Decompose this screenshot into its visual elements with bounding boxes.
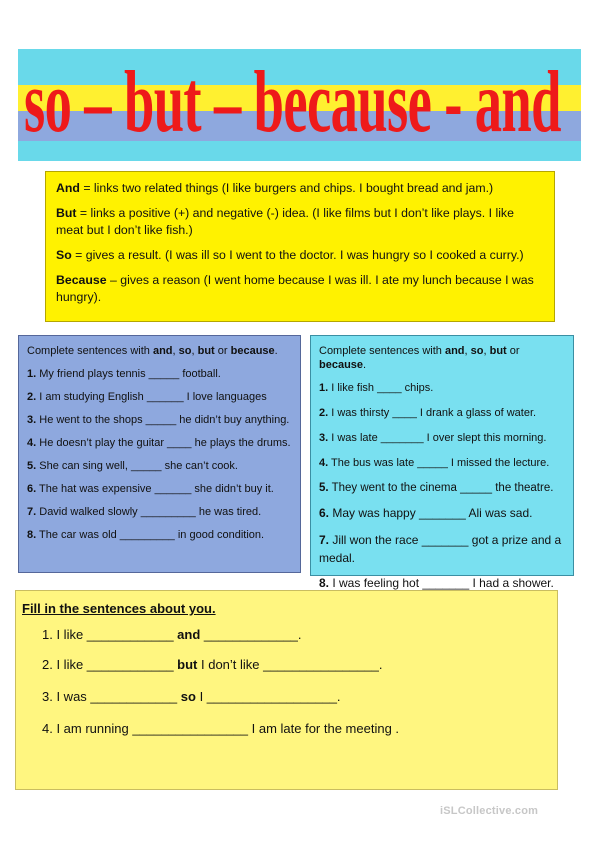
line-text: I __________________. (195, 689, 341, 704)
keyword: and (444, 345, 465, 357)
definition-but (56, 205, 544, 239)
item-text: The car was old _________ in good condition. (36, 529, 265, 541)
exercise-instructions (319, 344, 565, 372)
fill-in-section (15, 590, 558, 790)
item-number: 1. (319, 382, 329, 394)
line-text: 1. I like ____________ (42, 627, 178, 642)
list-item (319, 576, 565, 590)
list-item (319, 431, 565, 445)
fill-in-line (42, 657, 382, 672)
definition-term: And (56, 181, 80, 195)
item-text: Jill won the race _______ got a prize and a medal. (319, 533, 562, 565)
definition-text: = gives a result. (I was ill so I went to the doctor. I was hungry so I cooked a curry.) (71, 248, 524, 262)
item-text: He went to the shops _____ he didn’t buy anything. (36, 414, 290, 426)
item-number: 3. (319, 432, 329, 444)
intro-text: , (172, 345, 179, 357)
title-banner (18, 49, 581, 161)
line-text: _____________. (200, 627, 302, 642)
item-number: 2. (319, 407, 329, 419)
watermark: iSLCollective.com (440, 805, 539, 817)
line-text: 4. I am running ________________ I am late for the meeting . (42, 721, 400, 736)
definition-text: = links a positive (+) and negative (-) idea. (I like films but I don’t like plays. I like meat but I don’t like fish.) (56, 206, 514, 237)
item-text: My friend plays tennis _____ football. (36, 368, 221, 380)
line-text: I don’t like ________________. (197, 657, 383, 672)
keyword: because (319, 359, 364, 371)
fill-in-line (42, 689, 341, 704)
keyword: so (180, 689, 196, 704)
intro-text: . (363, 359, 367, 371)
item-number: 5. (319, 482, 329, 494)
item-text: I was thirsty ____ I drank a glass of water. (328, 407, 537, 419)
list-item (27, 459, 292, 473)
item-text: The bus was late _____ I missed the lecture. (328, 457, 550, 469)
definitions-box (45, 171, 555, 322)
exercise-right (310, 335, 574, 590)
item-text: They went to the cinema _____ the theatre. (328, 482, 554, 494)
intro-text: . (274, 345, 278, 357)
item-number: 6. (27, 483, 37, 495)
intro-text: , (483, 345, 490, 357)
list-item (319, 381, 565, 395)
intro-text: or (506, 345, 520, 357)
exercise-list (319, 381, 565, 590)
definition-because (56, 272, 544, 306)
keyword: and (152, 345, 173, 357)
item-number: 2. (27, 391, 37, 403)
list-item (27, 390, 292, 404)
list-item (319, 456, 565, 470)
list-item (27, 367, 292, 381)
item-number: 6. (319, 506, 330, 520)
list-item (319, 481, 565, 495)
item-number: 8. (27, 529, 37, 541)
item-text: May was happy _______ Ali was sad. (329, 506, 533, 520)
intro-text: or (214, 345, 231, 357)
intro-text: , (464, 345, 471, 357)
exercise-list (27, 367, 292, 542)
item-number: 3. (27, 414, 37, 426)
item-number: 8. (319, 576, 330, 590)
list-item (27, 482, 292, 496)
item-number: 7. (27, 506, 37, 518)
fill-in-line (42, 627, 302, 642)
item-text: The hat was expensive ______ she didn’t buy it. (36, 483, 274, 495)
line-text: 3. I was ____________ (42, 689, 181, 704)
keyword: and (177, 627, 201, 642)
keyword: but (197, 345, 215, 357)
line-text: 2. I like ____________ (42, 657, 178, 672)
exercise-instructions (27, 344, 292, 358)
item-text: I was feeling hot _______ I had a shower. (329, 576, 554, 590)
intro-text: , (191, 345, 198, 357)
item-number: 4. (319, 457, 329, 469)
intro-text: Complete sentences with (319, 345, 445, 357)
keyword: because (230, 345, 275, 357)
item-number: 7. (319, 533, 330, 547)
definition-text: = links two related things (I like burgers and chips. I bought bread and jam.) (79, 181, 494, 195)
definition-text: – gives a reason (I went home because I was ill. I ate my lunch because I was hungry). (56, 273, 534, 304)
list-item (27, 528, 292, 542)
definition-so (56, 247, 544, 264)
item-number: 1. (27, 368, 37, 380)
item-text: I am studying English ______ I love languages (36, 391, 267, 403)
item-text: I was late _______ I over slept this morning. (328, 432, 547, 444)
intro-text: Complete sentences with (27, 345, 153, 357)
keyword: so (178, 345, 192, 357)
keyword: but (489, 345, 507, 357)
item-text: I like fish ____ chips. (328, 382, 434, 394)
definition-term: But (56, 206, 77, 220)
item-text: He doesn’t play the guitar ____ he plays the drums. (36, 437, 291, 449)
definition-term: So (56, 248, 72, 262)
list-item (27, 505, 292, 519)
exercise-left (18, 335, 301, 573)
list-item (27, 436, 292, 450)
page-title: so – but – because - and (24, 54, 561, 151)
fill-in-line (42, 721, 399, 736)
list-item (27, 413, 292, 427)
list-item (319, 531, 565, 567)
item-number: 5. (27, 460, 37, 472)
definition-and (56, 180, 544, 197)
fill-in-heading: Fill in the sentences about you. (22, 601, 216, 616)
item-number: 4. (27, 437, 37, 449)
item-text: She can sing well, _____ she can’t cook. (36, 460, 238, 472)
item-text: David walked slowly _________ he was tired. (36, 506, 262, 518)
keyword: but (177, 657, 198, 672)
keyword: so (470, 345, 484, 357)
list-item (319, 406, 565, 420)
list-item (319, 506, 565, 520)
definition-term: Because (56, 273, 107, 287)
